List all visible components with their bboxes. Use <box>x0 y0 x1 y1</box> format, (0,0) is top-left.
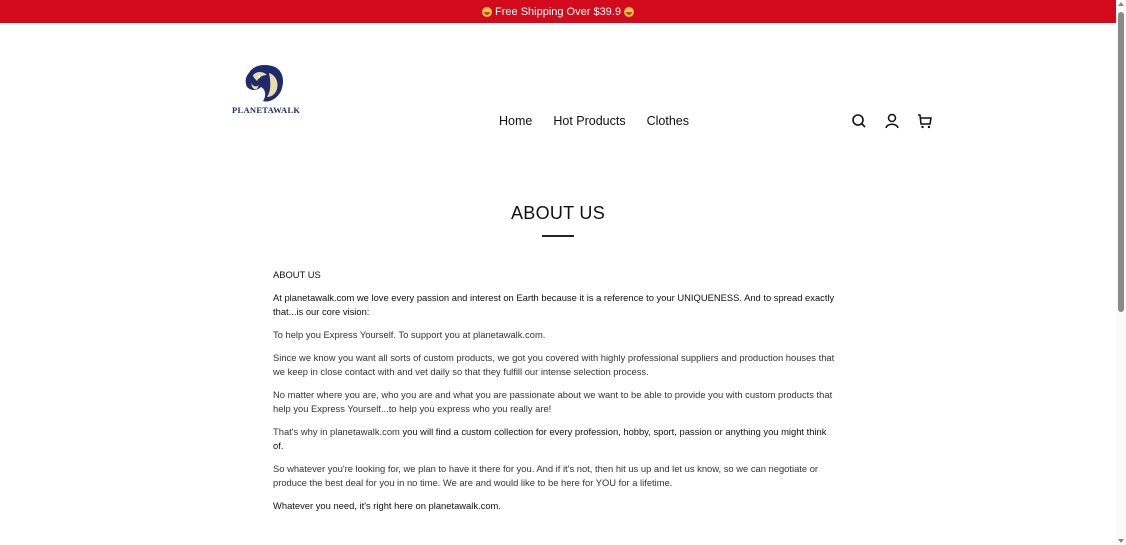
paragraph-express: To help you Express Yourself. To support you at planetawalk.com. <box>273 329 546 340</box>
search-icon[interactable] <box>851 113 867 129</box>
collection-prefix: That's why in planetawalk.com <box>273 426 403 437</box>
content-heading: ABOUT US <box>273 269 321 280</box>
announcement-text: Free Shipping Over $39.9 <box>495 5 621 18</box>
account-icon[interactable] <box>884 113 900 129</box>
header-actions <box>851 113 933 129</box>
paragraph-closing: Whatever you need, it's right here on planetawalk.com. <box>273 500 501 511</box>
page-title: ABOUT US <box>510 203 606 223</box>
paragraph-suppliers: Since we know you want all sorts of custom products, we got you covered with highly professional suppliers and production houses that we keep in close contact with and vet daily so that they fulfill our intense selection process. <box>273 352 835 377</box>
tiger-head-icon <box>243 63 287 103</box>
nav-item-home[interactable]: Home <box>499 114 533 128</box>
paragraph-vision: At planetawalk.com we love every passion and interest on Earth because it is a reference to your UNIQUENESS. And to spread exactly that...is our core vision: <box>273 292 835 317</box>
cart-icon[interactable] <box>917 113 933 129</box>
about-content <box>273 268 839 522</box>
main-nav <box>499 114 689 128</box>
vertical-scrollbar[interactable] <box>1116 0 1126 545</box>
title-divider <box>542 235 574 237</box>
announcement-bar <box>0 0 1116 23</box>
collection-emphasis: you will find a custom collection for every profession, hobby, sport, passion or anything you might think of. <box>273 426 827 451</box>
nav-item-clothes[interactable]: Clothes <box>646 114 689 128</box>
site-header <box>0 23 1116 153</box>
paragraph-lifetime: So whatever you're looking for, we plan to have it there for you. And if it's not, then hit us up and let us know, so we can negotiate or produce the best deal for you in no time. We are and would like to be here for YOU for a lifetime. <box>273 463 819 488</box>
grinning-emoji-icon <box>624 7 634 17</box>
logo-text: PLANETAWALK <box>232 105 301 115</box>
scroll-up-arrow-icon[interactable] <box>1118 2 1124 6</box>
paragraph-passion: No matter where you are, who you are and what you are passionate about we want to be able to provide you with custom products that help you Express Yourself...to help you express who you really are! <box>273 389 833 414</box>
scroll-thumb[interactable] <box>1118 12 1124 312</box>
paragraph-collection <box>273 425 839 453</box>
scroll-down-arrow-icon[interactable] <box>1118 539 1124 543</box>
site-logo[interactable] <box>232 63 301 115</box>
nav-item-hot-products[interactable]: Hot Products <box>553 114 626 128</box>
grinning-emoji-icon <box>482 7 492 17</box>
